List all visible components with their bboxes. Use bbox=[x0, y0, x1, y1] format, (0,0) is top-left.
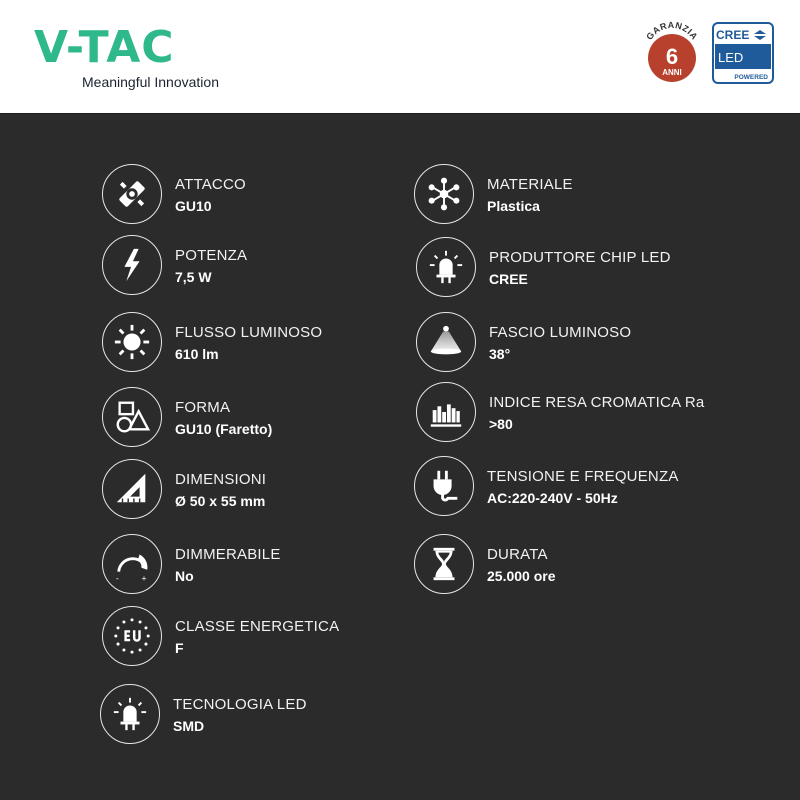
cri-bars-icon bbox=[416, 382, 476, 442]
spec-label: TENSIONE E FREQUENZA bbox=[487, 468, 679, 485]
spec-value: Plastica bbox=[487, 198, 540, 214]
brand-logo bbox=[34, 22, 234, 96]
cree-powered: POWERED bbox=[734, 74, 768, 81]
cree-led: LED bbox=[718, 50, 744, 65]
spec-value: F bbox=[175, 640, 184, 656]
spec-label: FASCIO LUMINOSO bbox=[489, 324, 632, 341]
svg-text:+: + bbox=[141, 573, 147, 583]
cree-brand: CREE bbox=[716, 28, 750, 42]
brand-name: V-TAC bbox=[34, 22, 175, 73]
spec-value: 7,5 W bbox=[175, 269, 212, 285]
spec-label: PRODUTTORE CHIP LED bbox=[489, 249, 671, 266]
spec-value: GU10 (Faretto) bbox=[175, 421, 273, 437]
set-square-icon bbox=[102, 459, 162, 519]
warranty-years: 6 bbox=[665, 44, 679, 69]
spec-label: DIMENSIONI bbox=[175, 471, 267, 488]
warranty-unit: ANNI bbox=[662, 68, 682, 77]
spec-value: >80 bbox=[489, 416, 513, 432]
spec-panel bbox=[0, 114, 800, 800]
spec-label: DURATA bbox=[487, 546, 548, 563]
brand-tagline: Meaningful Innovation bbox=[82, 74, 219, 90]
warranty-badge bbox=[640, 18, 704, 86]
sun-icon bbox=[102, 312, 162, 372]
spec-value: Ø 50 x 55 mm bbox=[175, 493, 266, 509]
svg-text:-: - bbox=[115, 573, 119, 583]
spec-label: FLUSSO LUMINOSO bbox=[175, 324, 323, 341]
spec-value: AC:220-240V - 50Hz bbox=[487, 490, 618, 506]
dimmer-icon bbox=[102, 534, 162, 594]
plug-icon bbox=[414, 456, 474, 516]
spec-value: 25.000 ore bbox=[487, 568, 556, 584]
spec-label: ATTACCO bbox=[175, 176, 246, 193]
socket-icon bbox=[102, 164, 162, 224]
cree-led-badge bbox=[712, 22, 774, 84]
spec-label: INDICE RESA CROMATICA Ra bbox=[489, 394, 705, 411]
spec-value: SMD bbox=[173, 718, 205, 734]
spec-label: CLASSE ENERGETICA bbox=[175, 618, 340, 635]
spec-label: POTENZA bbox=[175, 247, 248, 264]
molecule-icon bbox=[414, 164, 474, 224]
chip-led-icon bbox=[416, 237, 476, 297]
spec-label: MATERIALE bbox=[487, 176, 573, 193]
spec-value: GU10 bbox=[175, 198, 212, 214]
spec-label: TECNOLOGIA LED bbox=[173, 696, 307, 713]
eu-energy-icon bbox=[102, 606, 162, 666]
lightning-icon bbox=[102, 235, 162, 295]
spec-value: No bbox=[175, 568, 194, 584]
header bbox=[0, 0, 800, 114]
spec-value: CREE bbox=[489, 271, 528, 287]
spec-label: FORMA bbox=[175, 399, 231, 416]
spec-value: 610 lm bbox=[175, 346, 219, 362]
hourglass-icon bbox=[414, 534, 474, 594]
shapes-icon bbox=[102, 387, 162, 447]
beam-icon bbox=[416, 312, 476, 372]
warranty-arc-text: GARANZIA bbox=[644, 19, 700, 42]
spec-label: DIMMERABILE bbox=[175, 546, 281, 563]
spec-value: 38° bbox=[489, 346, 511, 362]
led-lamp-icon bbox=[100, 684, 160, 744]
